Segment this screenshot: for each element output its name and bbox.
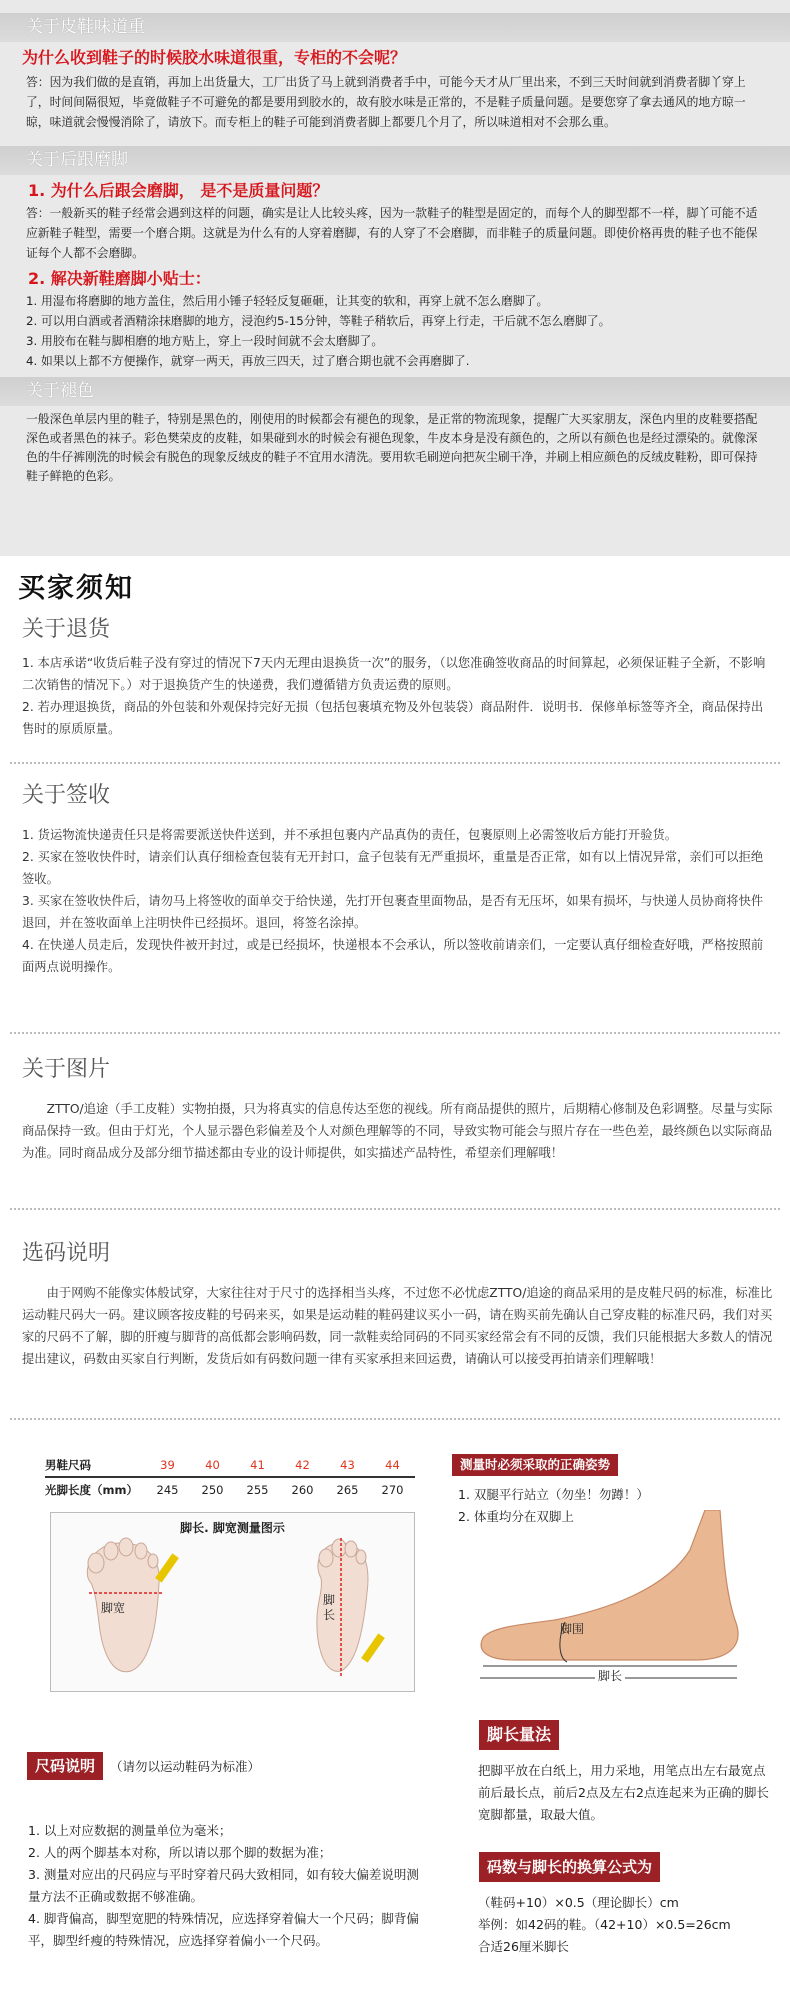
foot-width-label: 脚宽 xyxy=(101,1601,126,1615)
photos-title: 关于图片 xyxy=(22,1057,111,1082)
tips-title: 2. 解决新鞋磨脚小贴士： xyxy=(28,269,211,288)
sign-body xyxy=(22,824,774,978)
body-fade: 一般深色单层内里的鞋子，特别是黑色的，刚使用的时候都会有褪色的现象，是正常的物流现象，提醒广大买家朋友，深色内里的皮鞋要搭配深色或者黑色的袜子。彩色樊荣皮的皮鞋，如果碰到水的时候会有褪色现象，牛皮本身是没有颜色的，之所以有颜色也是经过漂染的。就像深色的牛仔裤刚洗的时候会有脱色的现象反绒皮的鞋子不宜用水清洗。要用软毛刷逆向把灰尘刷干净，并刷上相应颜色的反绒皮鞋粉，即可保持鞋子鲜艳的色彩。 xyxy=(26,412,758,483)
list-item: 3. 测量对应出的尺码应与平时穿着尺码大致相同，如有较大偏差说明测量方法不正确或数据不够准确。 xyxy=(28,1867,419,1904)
posture-title: 测量时必须采取的正确姿势 xyxy=(452,1454,618,1476)
divider xyxy=(10,1208,780,1210)
sign-title: 关于签收 xyxy=(22,783,111,808)
list-item: 1. 双腿平行站立（勿坐！勿蹲！） xyxy=(458,1487,649,1502)
formula-title: 码数与脚长的换算公式为 xyxy=(479,1852,660,1882)
girth-label: 脚围 xyxy=(560,1622,585,1636)
formula-example: 举例：如42码的鞋。（42+10）×0.5=26cm xyxy=(478,1917,731,1932)
length-cell: 250 xyxy=(201,1483,224,1497)
length-row-label: 光脚长度（mm） xyxy=(45,1483,138,1497)
foot-length-label: 脚长 xyxy=(323,1593,336,1622)
list-item: 4. 脚背偏高，脚型宽肥的特殊情况，应选择穿着偏大一个尺码；脚背偏平，脚型纤瘦的特殊情况，应选择穿着偏小一个尺码。 xyxy=(28,1911,419,1948)
size-table xyxy=(45,1454,415,1502)
size-cell: 44 xyxy=(385,1458,400,1472)
length-cell: 265 xyxy=(336,1483,359,1497)
list-item: 2. 可以用白酒或者酒精涂抹磨脚的地方，浸泡约5-15分钟，等鞋子稍软后，再穿上行走，干后就不怎么磨脚了。 xyxy=(26,314,611,328)
photos-body: ZTTO/追途（手工皮鞋）实物拍摄，只为将真实的信息传达至您的视线。所有商品提供的照片，后期精心修制及色彩调整。尽量与实际商品保持一致。但由于灯光，个人显示器色彩偏差及个人对颜色理解等的不同，导致实物可能会与照片存在一些色差，最终颜色以实际商品为准。同时商品成分及部分细节描述都由专业的设计师提供，如实描述产品特性，希望亲们理解哦！ xyxy=(22,1102,773,1160)
side-length-label: 脚长 xyxy=(595,1667,625,1684)
list-item: 2. 买家在签收快件时，请亲们认真仔细检查包装有无开封口，盒子包装有无严重损坏，重量是否正常，如有以上情况异常，亲们可以拒绝签收。 xyxy=(22,850,764,886)
length-cell: 260 xyxy=(291,1483,314,1497)
size-row xyxy=(45,1454,415,1478)
size-cell: 43 xyxy=(340,1458,355,1472)
foot-length-title: 脚长量法 xyxy=(479,1720,559,1750)
divider xyxy=(10,1032,780,1034)
formula-result: 合适26厘米脚长 xyxy=(478,1939,569,1954)
tips-list xyxy=(0,291,790,371)
formula-line: （鞋码+10）×0.5（理论脚长）cm xyxy=(478,1895,679,1910)
notice-title: 买家须知 xyxy=(18,573,134,604)
size-cell: 40 xyxy=(205,1458,220,1472)
length-cell: 245 xyxy=(156,1483,179,1497)
size-row-label: 男鞋尺码 xyxy=(45,1458,91,1472)
size-notes-subtitle: （请勿以运动鞋码为标准） xyxy=(110,1759,261,1774)
list-item: 4. 在快递人员走后，发现快件被开封过，或是已经损坏，快递根本不会承认，所以签收前请亲们，一定要认真仔细检查好哦，严格按照前面两点说明操作。 xyxy=(22,938,764,974)
foot-panel-title: 脚长. 脚宽测量图示 xyxy=(180,1521,285,1535)
list-item: 1. 货运物流快递责任只是将需要派送快件送到，并不承担包裹内产品真伪的责任，包裹原则上必需签收后方能打开验货。 xyxy=(22,828,678,842)
faq-section xyxy=(0,0,790,556)
size-cell: 39 xyxy=(160,1458,175,1472)
foot-length-body: 把脚平放在白纸上，用力采地，用笔点出左右最宽点前后最长点，前后2点及左右2点连起来为正确的脚长宽脚都量，取最大值。 xyxy=(478,1763,769,1822)
answer-smell: 答：因为我们做的是直销，再加上出货量大，工厂出货了马上就到消费者手中，可能今天才从厂里出来，不到三天时间就到消费者脚丫穿上了，时间间隔很短，毕竟做鞋子不可避免的都是要用到胶水的，故有胶水味是正常的，不是鞋子质量问题。是要您穿了拿去通风的地方晾一晾，味道就会慢慢消除了，请放下。而专柜上的鞋子可能到消费者脚上都要几个月了，所以味道相对不会那么重。 xyxy=(26,75,746,129)
answer-heel: 答：一般新买的鞋子经常会遇到这样的问题，确实是让人比较头疼，因为一款鞋子的鞋型是固定的，而每个人的脚型都不一样，脚丫可能不适应新鞋子鞋型，需要一个磨合期。这就是为什么有的人穿着磨脚，有的人穿了不会磨脚，而非鞋子的质量问题。即使价格再贵的鞋子也不能保证每个人都不会磨脚。 xyxy=(26,206,758,260)
section-header-heel: 关于后跟磨脚 xyxy=(0,146,790,175)
list-item: 3. 买家在签收快件后，请勿马上将签收的面单交于给快递，先打开包裹查里面物品，是否有无压坏，如果有损坏，与快递人员协商将快件退回，并在签收面单上注明快件已经损坏。退回，将签名涂掉。 xyxy=(22,894,764,930)
divider xyxy=(10,762,780,764)
size-cell: 41 xyxy=(250,1458,265,1472)
size-notes-list xyxy=(28,1820,428,1952)
list-item: 2. 人的两个脚基本对称，所以请以那个脚的数据为准； xyxy=(28,1845,332,1860)
list-item: 3. 用胶布在鞋与脚相磨的地方贴上，穿上一段时间就不会太磨脚了。 xyxy=(26,334,384,348)
list-item: 2. 若办理退换货，商品的外包装和外观保持完好无损（包括包裹填充物及外包装袋）商品附件．说明书．保修单标签等齐全，商品保持出售时的原质原量。 xyxy=(22,700,764,736)
length-cell: 255 xyxy=(246,1483,269,1497)
list-item: 4. 如果以上都不方便操作，就穿一两天，再放三四天，过了磨合期也就不会再磨脚了. xyxy=(26,354,470,368)
list-item: 1. 以上对应数据的测量单位为毫米； xyxy=(28,1823,232,1838)
size-notes-title: 尺码说明 xyxy=(27,1752,103,1780)
side-foot-illustration xyxy=(475,1510,775,1680)
sizing-body: 由于网购不能像实体般试穿，大家往往对于尺寸的选择相当头疼，不过您不必忧虑ZTTO/追途的商品采用的是皮鞋尺码的标准，标准比运动鞋尺码大一码。建议顾客按皮鞋的号码来买，如果是运动鞋的鞋码建议买小一码，请在购买前先确认自己穿皮鞋的标准尺码，我们对买家的尺码不了解，脚的肝瘦与脚背的高低都会影响码数，同一款鞋卖给同码的不同买家经常会有不同的反馈，我们只能根据大多数人的情况提出建议，码数由买家自行判断，发货后如有码数问题一律有买家承担来回运费，请确认可以接受再拍请亲们理解哦！ xyxy=(22,1286,773,1366)
sizing-title: 选码说明 xyxy=(22,1241,111,1266)
question-heel: 1. 为什么后跟会磨脚， 是不是质量问题？ xyxy=(28,181,329,200)
question-smell: 为什么收到鞋子的时候胶水味道很重，专柜的不会呢？ xyxy=(22,48,407,67)
divider xyxy=(10,1418,780,1420)
list-item: 2. 体重均分在双脚上 xyxy=(458,1509,574,1524)
returns-body xyxy=(22,652,774,740)
formula-body xyxy=(478,1892,778,1958)
section-header-smell: 关于皮鞋味道重 xyxy=(0,13,790,42)
list-item: 1. 本店承诺“收货后鞋子没有穿过的情况下7天内无理由退换货一次”的服务，（以您准确签收商品的时间算起，必须保证鞋子全新，不影响二次销售的情况下。）对于退换货产生的快递费，我们遵循错方负责运费的原则。 xyxy=(22,656,766,692)
length-row xyxy=(45,1478,415,1502)
list-item: 1. 用湿布将磨脚的地方盖住，然后用小锤子轻轻反复砸砸，让其变的软和，再穿上就不怎么磨脚了。 xyxy=(26,294,549,308)
length-cell: 270 xyxy=(381,1483,404,1497)
returns-title: 关于退货 xyxy=(22,617,111,642)
section-header-fade: 关于褪色 xyxy=(0,377,790,406)
size-cell: 42 xyxy=(295,1458,310,1472)
foot-measure-panel xyxy=(50,1512,415,1692)
